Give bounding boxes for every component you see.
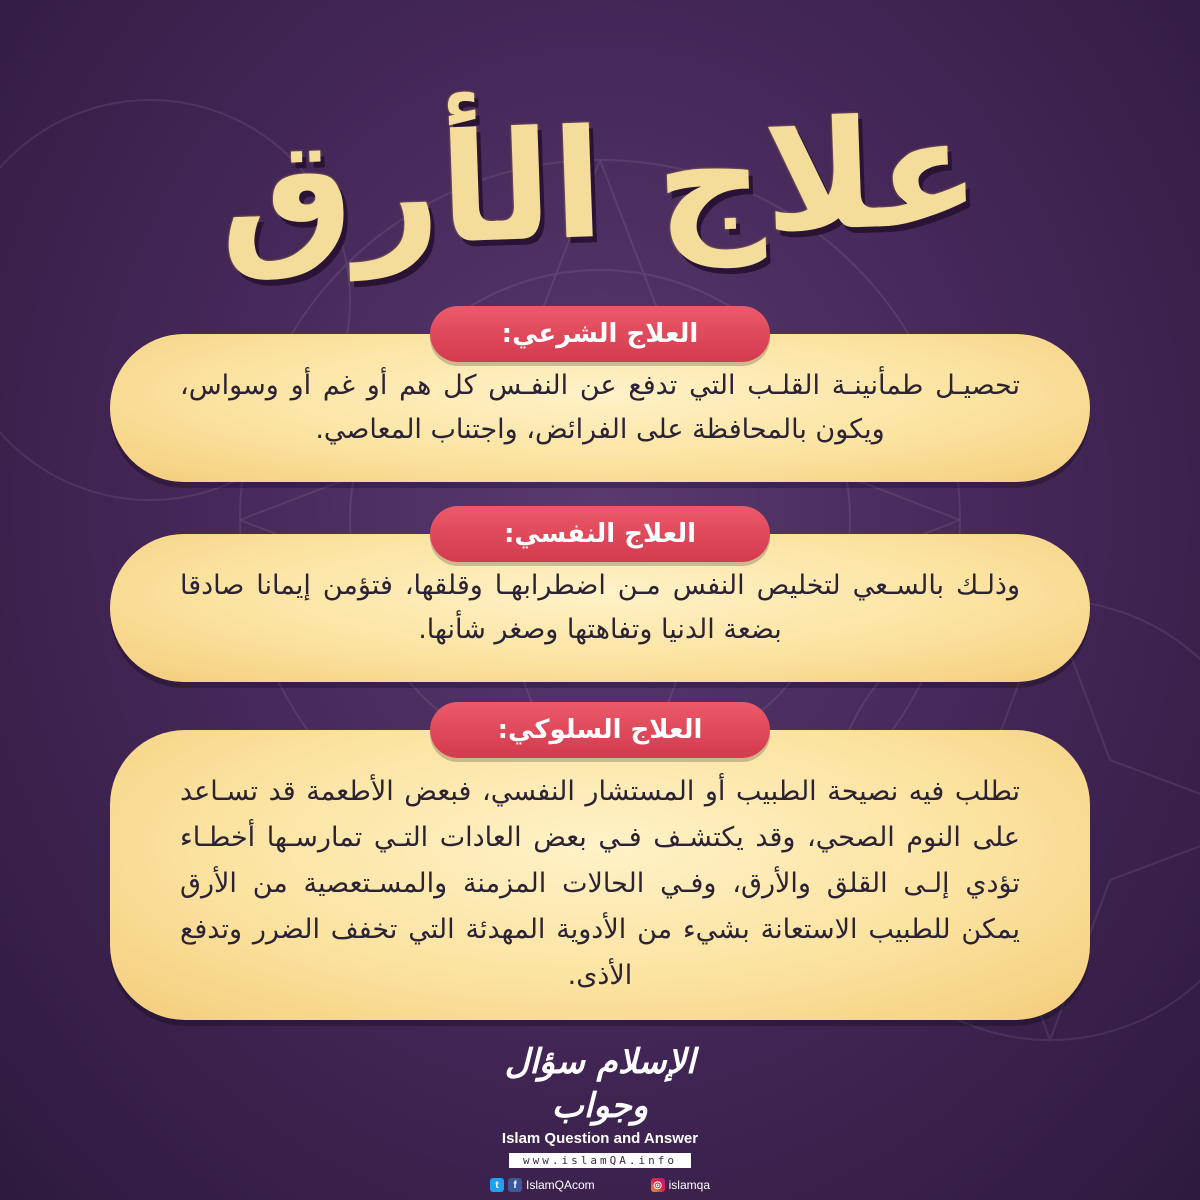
section-card-suluki xyxy=(110,730,1090,1020)
website-link[interactable]: www.islamQA.info xyxy=(509,1153,691,1168)
logo: الإسلام سؤال وجواب xyxy=(504,1042,696,1126)
instagram-handle: islamqa xyxy=(668,1178,710,1192)
instagram-icon: ◎ xyxy=(651,1178,665,1192)
social-links xyxy=(490,1178,710,1192)
page-title: علاج الأرق xyxy=(216,84,984,286)
twitter-icon: t xyxy=(490,1178,504,1192)
section-text: تحصيـل طمأنينـة القلـب التي تدفع عن النفـس كل هم أو غم أو وسواس، ويكون بالمحافظة على الفرائض، واجتناب المعاصي. xyxy=(180,370,1020,445)
section-text: وذلـك بالسـعي لتخليص النفس مـن اضطرابهـا وقلقها، فتؤمن إيمانا صادقا بضعة الدنيا وتفاهتها وصغر شأنها. xyxy=(180,570,1020,645)
facebook-icon: f xyxy=(508,1178,522,1192)
title-area xyxy=(0,70,1200,300)
section-label-shari: العلاج الشرعي: xyxy=(430,306,770,362)
social-handle: IslamQAcom xyxy=(526,1178,595,1192)
logo-english: Islam Question and Answer xyxy=(501,1130,699,1147)
section-label-nafsi: العلاج النفسي: xyxy=(430,506,770,562)
social-instagram[interactable] xyxy=(651,1178,710,1192)
section-label-suluki: العلاج السلوكي: xyxy=(430,702,770,758)
social-twitter-facebook[interactable] xyxy=(490,1178,595,1192)
footer-branding xyxy=(490,1040,710,1192)
section-text: تطلب فيه نصيحة الطبيب أو المستشار النفسي، فبعض الأطعمة قد تسـاعد على النوم الصحي، وقد يكتشـف فـي بعض العادات التـي تمارسـها أخطـاء تؤدي إلـى القلق والأرق، وفـي الحالات المزمنة والمسـتعصية من الأرق يمكن للطبيب الاستعانة بشيء من الأدوية المهدئة التي تخفف الضرر وتدفع الأذى. xyxy=(180,776,1020,991)
